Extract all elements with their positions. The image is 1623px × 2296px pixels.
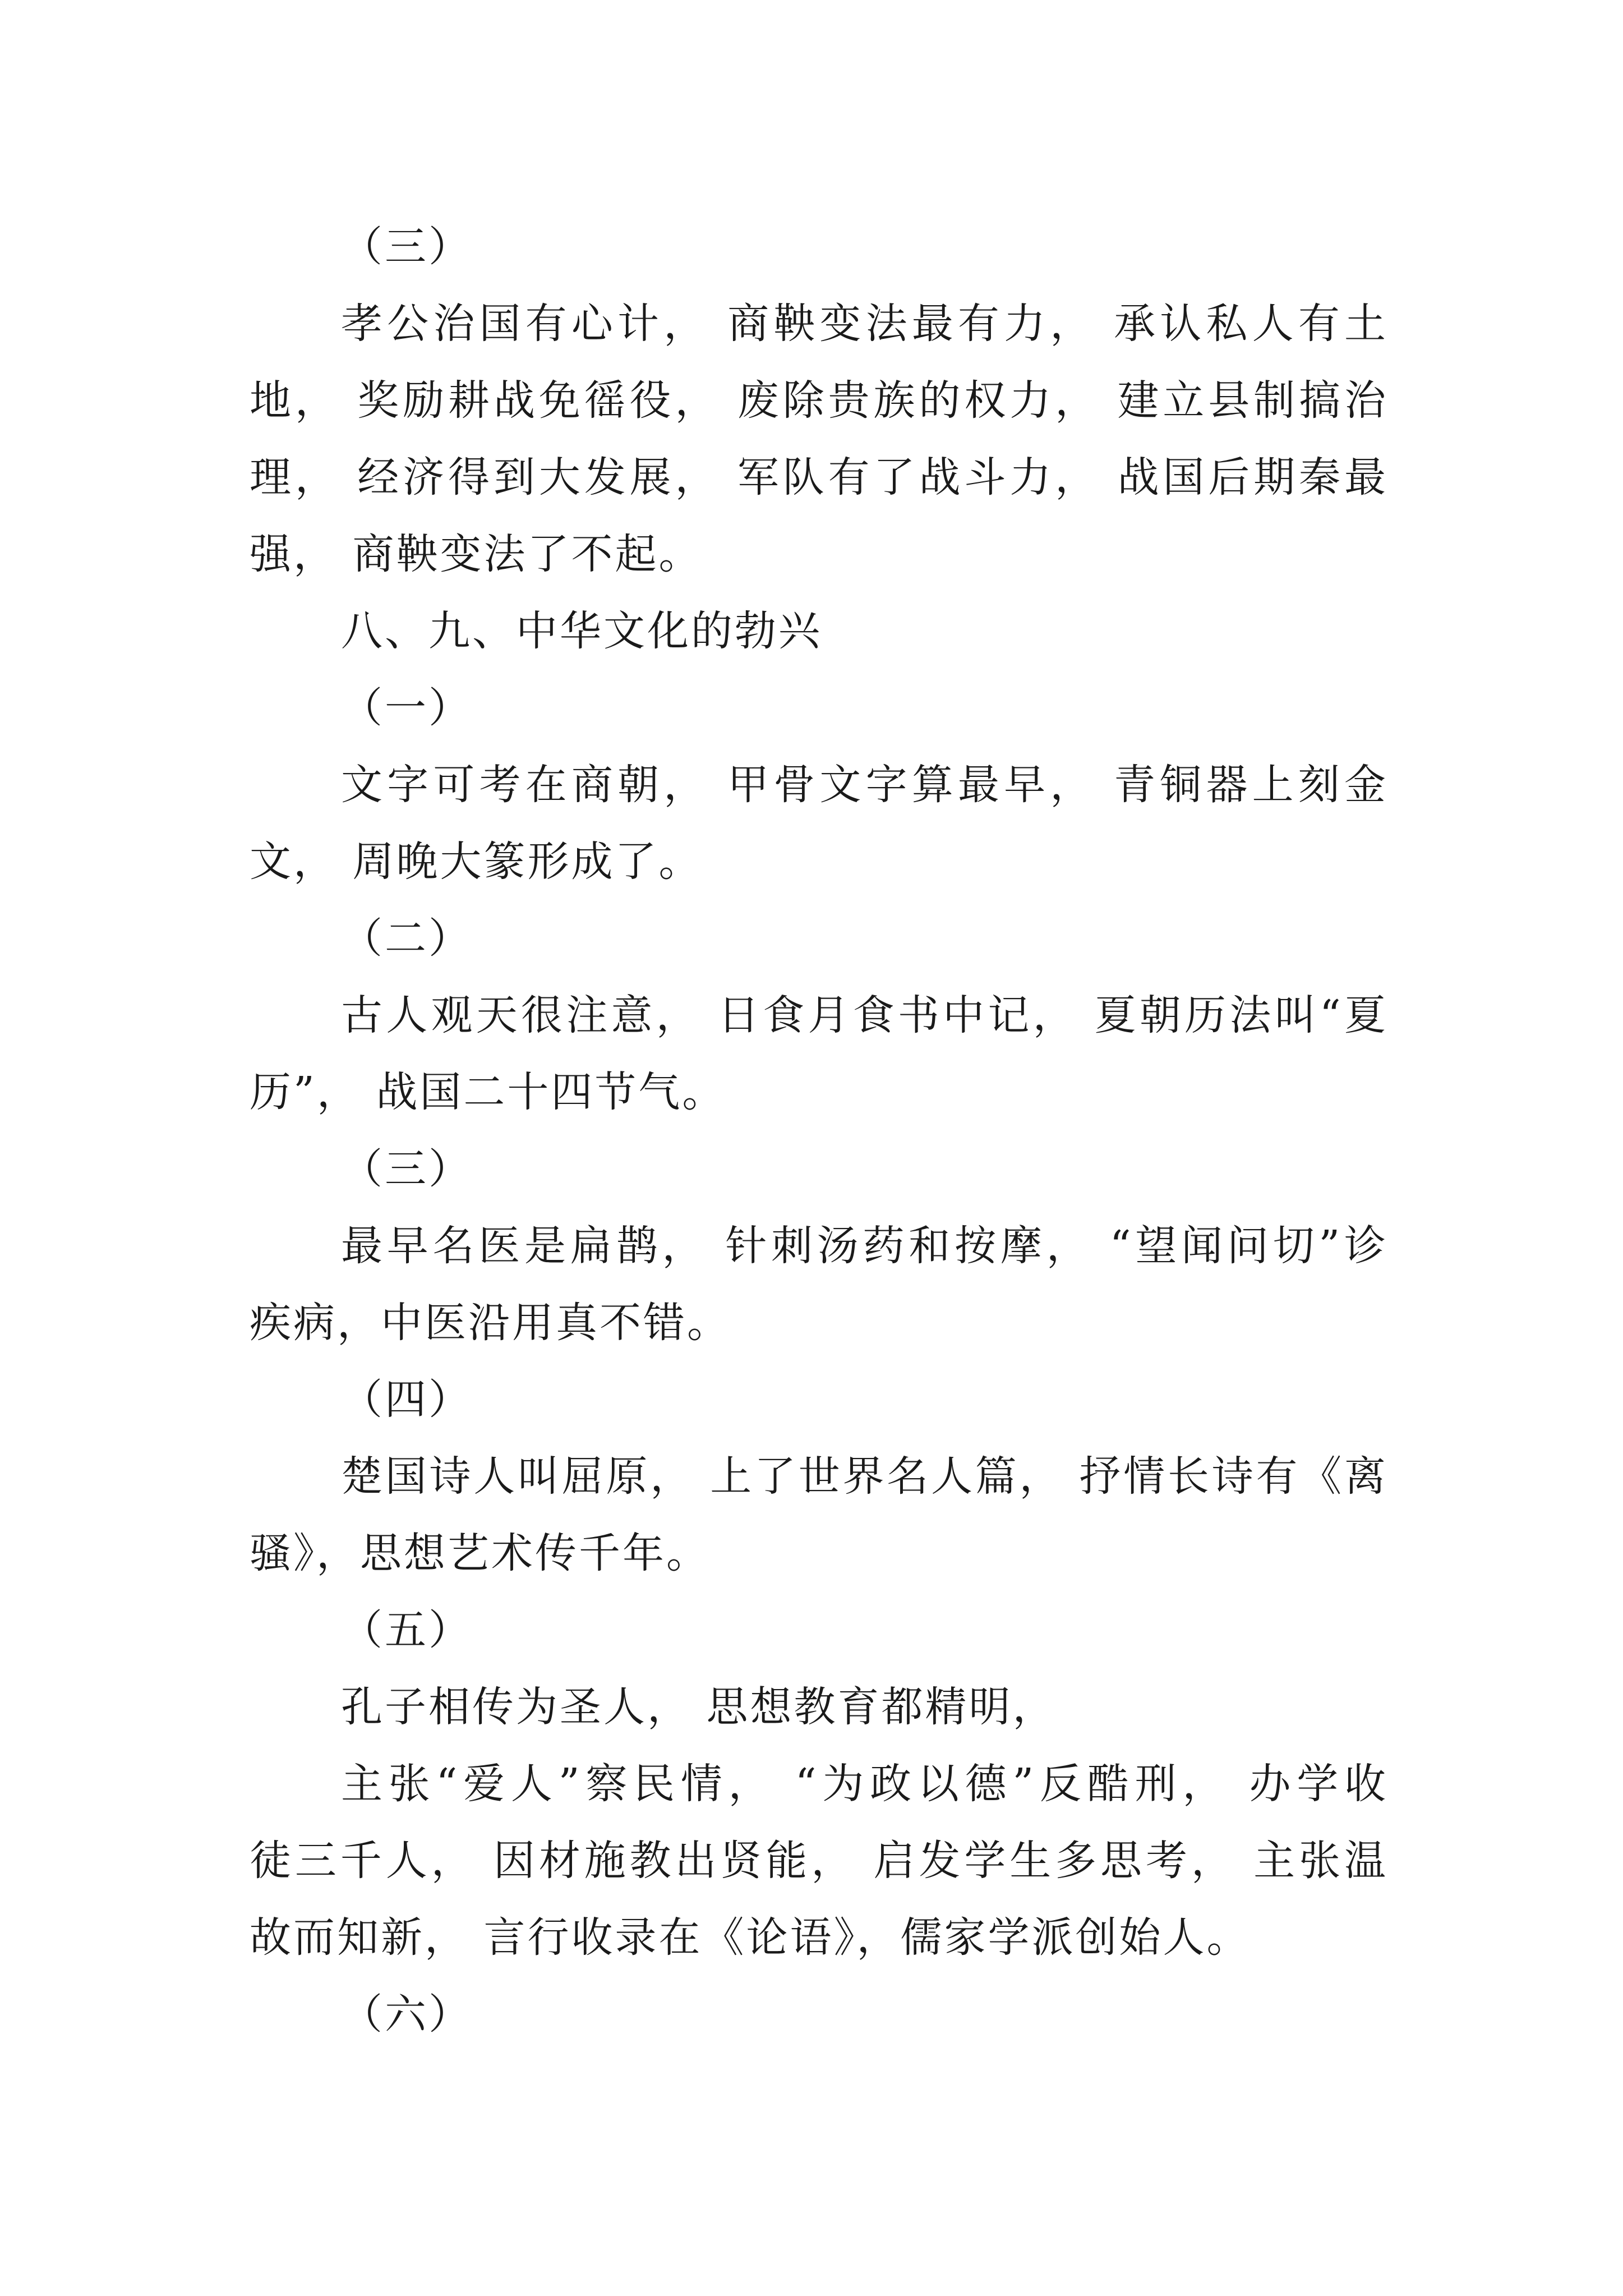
- paragraph-line: 文字可考在商朝， 甲骨文字算最早， 青铜器上刻金: [341, 761, 1388, 809]
- paragraph-line: 地， 奖励耕战免徭役， 废除贵族的权力， 建立县制搞治: [250, 376, 1388, 425]
- document-body: [250, 209, 1388, 2053]
- paragraph-line: 强， 商鞅变法了不起。: [250, 530, 703, 578]
- section-heading: （三）: [341, 223, 472, 271]
- paragraph-line: 疾病，中医沿用真不错。: [250, 1299, 731, 1347]
- section-heading: （四）: [341, 1375, 472, 1424]
- chapter-title: 八、九、中华文化的勃兴: [341, 607, 822, 655]
- paragraph-line: 孝公治国有心计， 商鞅变法最有力， 承认私人有土: [341, 300, 1388, 348]
- paragraph-line: 骚》，思想艺术传千年。: [250, 1529, 710, 1577]
- section-heading: （二）: [341, 914, 472, 963]
- paragraph-line: 故而知新， 言行收录在《论语》，儒家学派创始人。: [250, 1913, 1251, 1962]
- paragraph-line: 古人观天很注意， 日食月食书中记， 夏朝历法叫“夏: [341, 991, 1388, 1039]
- section-heading: （一）: [341, 684, 472, 732]
- paragraph-line: 主张“爱人”察民情， “为政以德”反酷刑， 办学收: [341, 1760, 1388, 1808]
- paragraph-line: 文， 周晚大篆形成了。: [250, 838, 703, 886]
- paragraph-line: 楚国诗人叫屈原， 上了世界名人篇， 抒情长诗有《离: [341, 1452, 1388, 1501]
- paragraph-line: 理， 经济得到大发展， 军队有了战斗力， 战国后期秦最: [250, 453, 1388, 501]
- section-heading: （三）: [341, 1145, 472, 1193]
- paragraph-line: 最早名医是扁鹊， 针刺汤药和按摩， “望闻问切”诊: [341, 1222, 1388, 1270]
- paragraph-line: 历”， 战国二十四节气。: [250, 1068, 726, 1116]
- section-heading: （五）: [341, 1606, 472, 1654]
- paragraph-line: 徒三千人， 因材施教出贤能， 启发学生多思考， 主张温: [250, 1837, 1388, 1885]
- paragraph-line: 孔子相传为圣人， 思想教育都精明，: [341, 1683, 1057, 1731]
- section-heading: （六）: [341, 1990, 472, 2039]
